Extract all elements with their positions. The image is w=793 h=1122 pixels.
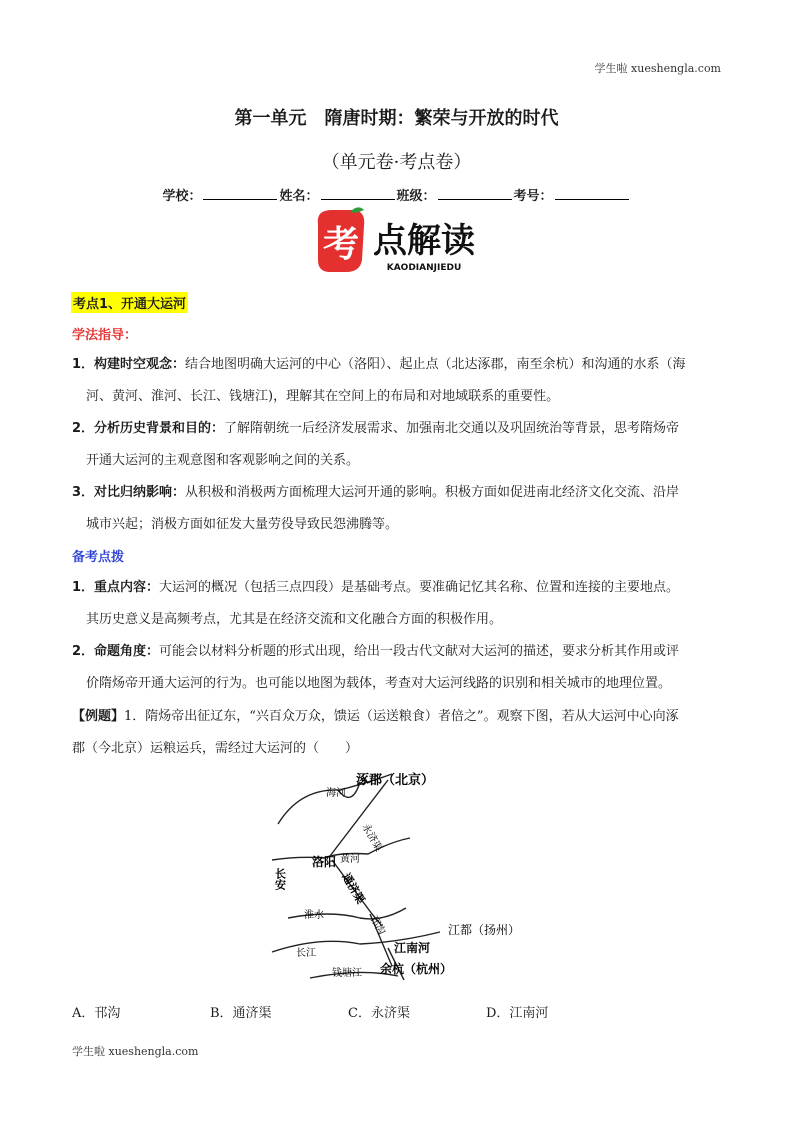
page-subtitle: （单元卷·考点卷） — [321, 152, 472, 173]
name-label: 姓名： — [279, 189, 319, 204]
map-changjiang: 长江 — [296, 948, 316, 959]
map-huaishui: 淮水 — [304, 910, 324, 921]
logo-char: 考 — [322, 224, 360, 265]
option-a[interactable]: A．邗沟 — [72, 1006, 121, 1021]
map-jiangdu: 江都（扬州） — [448, 923, 521, 937]
xuefa-list: 1．构建时空观念：结合地图明确大运河的中心（洛阳）、起止点（北达涿郡，南至余杭）和沟通的水系（海 河、黄河、淮河、长江、钱塘江)，理解其在空间上的布局和对地域联系的重要性。 2．分析历史背景和目的：了解隋朝统一后经济发展需求、加强南北交通以及巩固统治等背景，思考隋炀帝 开通大运河的主观意图和客观影响之间的关系。 3．对比归纳影响：从积极和消极两方面梳理大运河开通的影响。积极方面如促进南北经济文化交流、沿岸 城市兴起；消极方面如征发大量劳役导致民怨沸腾等。 — [72, 349, 727, 541]
id-label: 考号： — [513, 189, 553, 204]
map-yongjiqu: 永济渠 — [359, 822, 384, 854]
name-blank — [321, 187, 395, 200]
map-luoyang: 洛阳 — [312, 855, 337, 869]
answer-options — [72, 1002, 672, 1021]
class-label: 班级： — [396, 189, 436, 204]
option-c[interactable]: C．永济渠 — [348, 1006, 410, 1021]
map-qiantangjiang: 钱塘江 — [332, 968, 362, 979]
xuefa-item: 2．分析历史背景和目的：了解隋朝统一后经济发展需求、加强南北交通以及巩固统治等背景，思考隋炀帝 — [72, 421, 680, 436]
student-info-fields — [0, 185, 793, 204]
footer-site: 学生啦 xueshengla.com — [72, 1045, 199, 1058]
school-blank — [203, 187, 277, 200]
example-question: 【例题】1．隋炀帝出征辽东，“兴百众万众，馈运（运送粮食）者倍之”。观察下图，若从大运河中心向涿 郡（今北京）运粮运兵，需经过大运河的（ ） — [72, 709, 679, 756]
xuefa-item: 3．对比归纳影响：从积极和消极两方面梳理大运河开通的影响。积极方面如促进南北经济文化交流、沿岸 — [72, 485, 680, 500]
beikao-heading: 备考点拨 — [72, 550, 125, 565]
map-changan: 长安 — [273, 868, 287, 890]
beikao-item: 1．重点内容：大运河的概况（包括三点四段）是基础考点。要准确记忆其名称、位置和连接的主要地点。 — [72, 580, 680, 595]
class-blank — [438, 187, 512, 200]
xuefa-heading: 学法指导： — [72, 328, 138, 343]
map-jiangnanhe: 江南河 — [394, 941, 431, 955]
grand-canal-map — [270, 768, 522, 986]
map-zhuojun: 涿郡（北京） — [356, 773, 435, 788]
xuefa-item: 1．构建时空观念：结合地图明确大运河的中心（洛阳）、起止点（北达涿郡，南至余杭）和沟通的水系（海 — [72, 357, 686, 372]
kaodian-jiedu-logo — [312, 204, 482, 276]
logo-pinyin: KAODIANJIEDU — [386, 263, 462, 273]
map-yuhang: 余杭（杭州） — [380, 962, 453, 976]
beikao-list: 1．重点内容：大运河的概况（包括三点四段）是基础考点。要准确记忆其名称、位置和连接的主要地点。 其历史意义是高频考点，尤其是在经济交流和文化融合方面的积极作用。 2．命题角度：可能会以材料分析题的形式出现，给出一段古代文献对大运河的描述，要求分析其作用或评 价隋炀帝开通大运河的行为。也可能以地图为载体，考查对大运河线路的识别和相关城市的地理位置。 — [72, 572, 727, 700]
map-haihe: 海河 — [326, 788, 346, 799]
option-d[interactable]: D．江南河 — [486, 1006, 549, 1021]
map-tongjiqu: 通济渠 — [339, 871, 368, 907]
kaodian-title: 考点1、开通大运河 — [71, 292, 188, 313]
option-b[interactable]: B．通济渠 — [210, 1006, 272, 1021]
id-blank — [555, 187, 629, 200]
beikao-item: 2．命题角度：可能会以材料分析题的形式出现，给出一段古代文献对大运河的描述，要求分析其作用或评 — [72, 644, 680, 659]
example-lead: 【例题】 — [72, 709, 125, 724]
map-hangou: 邗沟 — [367, 914, 387, 937]
map-huanghe: 黄河 — [340, 854, 360, 865]
page-title: 第一单元 隋唐时期：繁荣与开放的时代 — [234, 108, 559, 129]
school-label: 学校： — [162, 189, 202, 204]
logo-text: 点解读 — [373, 221, 475, 261]
header-site: 学生啦 xueshengla.com — [594, 62, 721, 75]
